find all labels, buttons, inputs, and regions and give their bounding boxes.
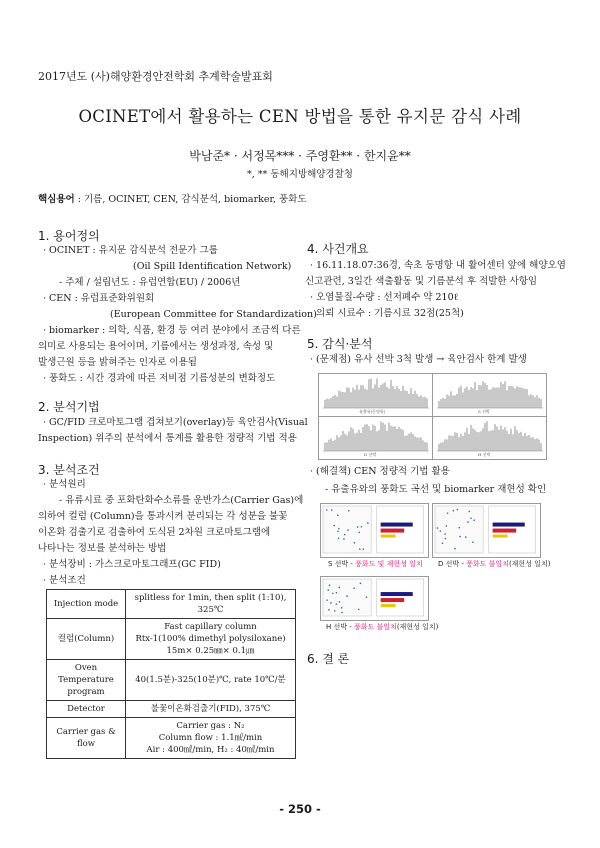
comparison-graphic: [321, 504, 428, 557]
table-cell: [47, 660, 126, 701]
section-1-heading: 1. 용어정의: [38, 229, 100, 243]
scatter-point: [470, 517, 472, 519]
scatter-frame: [435, 506, 483, 553]
s1-line: 발생근원 등을 밝혀주는 인자로 이용됨: [38, 357, 197, 368]
caption-prefix: D 선박 -: [438, 560, 467, 568]
bar-mark: [493, 529, 517, 533]
bar-mark: [381, 592, 413, 596]
s1-line: · OCINET : 유지문 감식분석 전문가 그룹: [43, 245, 218, 256]
bar-frame: [377, 579, 424, 616]
conference-header: 2017년도 (사)해양환경안전학회 추계학술발표회: [38, 70, 273, 83]
scatter-point: [361, 526, 363, 528]
chromatogram-trace: [437, 421, 543, 451]
scatter-point: [360, 583, 362, 585]
s3-line: · 분석장비 : 가스크로마토그래프(GC FID): [43, 559, 221, 570]
scatter-point: [469, 511, 471, 513]
table-cell: [126, 619, 296, 660]
chromatogram-label: S 선박: [478, 409, 490, 414]
scatter-point: [442, 542, 444, 544]
scatter-point: [332, 593, 334, 595]
scatter-point: [341, 612, 343, 614]
table-cell-line: program: [67, 687, 105, 697]
bar-mark: [381, 535, 396, 538]
s1-line: (European Committee for Standardization): [110, 309, 317, 320]
scatter-point: [359, 548, 361, 550]
comparison-panel-s: [320, 503, 429, 558]
chromatogram-label: 유출유(동명항): [359, 409, 386, 414]
table-cell: Detector: [47, 701, 126, 718]
scatter-point: [341, 607, 343, 609]
section-2-body: [38, 415, 308, 447]
table-row: [47, 619, 296, 660]
table-cell-line: 15m× 0.25㎜× 0.1㎛: [166, 646, 255, 656]
scatter-point: [326, 509, 328, 511]
caption-highlight: 풍화도 및 재현성 일치: [355, 560, 423, 568]
authors: 박남준* · 서정목*** · 주영환** · 한지윤**: [189, 149, 411, 163]
chromatogram-panel: [432, 373, 547, 417]
caption-d-vessel: [438, 559, 550, 569]
bar-mark: [381, 604, 396, 607]
scatter-point: [348, 510, 350, 512]
scatter-point: [437, 527, 439, 529]
s2-line: · GC/FID 크로마토그램 겹쳐보기(overlay)등 육안검사(Visual: [43, 417, 308, 428]
comparison-panel-d: [432, 503, 541, 558]
table-cell: Injection mode: [47, 590, 126, 619]
table-cell: splitless for 1min, then split (1:10), 325℃: [126, 590, 296, 619]
chromatogram-label: H 선박: [478, 452, 491, 457]
s1-line: · biomarker : 의학, 식품, 환경 등 여러 분야에서 조금씩 다른: [43, 325, 301, 336]
paper-title: OCINET에서 활용하는 CEN 방법을 통한 유지문 감식 사례: [78, 107, 522, 126]
scatter-point: [447, 512, 449, 514]
scatter-point: [336, 592, 338, 594]
chromatogram-panel: [318, 416, 433, 460]
comparison-graphic: [321, 577, 428, 620]
chromatogram-panel: [318, 373, 433, 417]
section-1-body: [38, 243, 317, 387]
s3-line: 이온화 검출기로 검출하여 도식된 2차원 크로마토그램에: [38, 527, 271, 538]
scatter-point: [329, 584, 331, 586]
table-cell-line: Rtx-1(100% dimethyl polysiloxane): [135, 634, 286, 644]
scatter-point: [457, 509, 459, 511]
s4-line: 신고관련, 3일간 색출활동 및 기름분석 후 적발한 사항임: [305, 276, 538, 287]
scatter-point: [357, 526, 359, 528]
scatter-point: [328, 609, 330, 611]
scatter-frame: [323, 579, 371, 616]
scatter-point: [334, 610, 336, 612]
affiliation: *, ** 동해지방해양경찰청: [247, 169, 353, 180]
caption-h-vessel: [326, 622, 438, 632]
comparison-graphic: [433, 504, 540, 557]
s4-line: · 의뢰 시료수 : 기름시료 32점(25척): [310, 308, 464, 319]
table-row: [47, 718, 296, 759]
scatter-point: [333, 525, 335, 527]
scatter-point: [337, 530, 339, 532]
scatter-frame: [323, 506, 371, 553]
table-cell-line: Fast capillary column: [164, 622, 257, 632]
s3-line: 나타나는 정보를 분석하는 방법: [38, 543, 167, 554]
bar-mark: [381, 529, 405, 533]
scatter-point: [330, 602, 332, 604]
scatter-point: [459, 536, 461, 538]
section-5-problem: · (문제점) 유사 선박 3척 발생 → 육안검사 한계 발생: [310, 354, 527, 365]
table-row: [47, 701, 296, 718]
section-3-heading: 3. 분석조건: [38, 463, 100, 477]
section-3-body: [38, 477, 305, 589]
scatter-point: [366, 596, 368, 598]
scatter-point: [472, 541, 474, 543]
bar-mark: [493, 535, 508, 538]
s1-line: (Oil Spill Identification Network): [133, 261, 292, 272]
scatter-point: [473, 519, 475, 521]
caption-suffix: (재현성 일치): [396, 623, 439, 631]
comparison-panel-h: [320, 576, 429, 621]
scatter-point: [362, 548, 364, 550]
analysis-conditions-table: [46, 589, 296, 759]
section-4-body: [305, 258, 566, 322]
caption-s-vessel: [328, 559, 423, 569]
table-cell-line: Column flow : 1.1㎖/min: [158, 733, 263, 743]
table-cell-line: Carrier gas : N₂: [176, 721, 245, 731]
s1-line: 의미로 사용되는 용어이며, 기름에서는 생성과정, 속성 및: [38, 341, 274, 352]
section-5-solution-sub: - 유출유와의 풍화도 곡선 및 biomarker 재현성 확인: [325, 484, 547, 495]
table-cell-line: Oven Temperature: [58, 663, 114, 685]
bar-mark: [381, 598, 405, 602]
s1-line: - 주체 / 설립년도 : 유럽연합(EU) / 2006년: [59, 277, 241, 288]
s3-line: 의하여 컬럼 (Column)을 통과시켜 분리되는 각 성분을 불꽃: [38, 511, 288, 522]
table-cell: 40(1.5분)-325(10분)℃, rate 10℃/분: [126, 660, 296, 701]
scatter-point: [338, 537, 340, 539]
table-cell: [126, 718, 296, 759]
caption-prefix: H 선박 -: [326, 623, 354, 631]
keywords-text: : 기름, OCINET, CEN, 감식분석, biomarker, 풍화도: [74, 194, 307, 205]
scatter-point: [347, 529, 349, 531]
scatter-point: [467, 521, 469, 523]
table-row: [47, 660, 296, 701]
scatter-point: [338, 528, 340, 530]
s3-line: · 분석원리: [43, 479, 86, 490]
scatter-point: [346, 595, 348, 597]
section-6-heading: 6. 결 론: [307, 652, 350, 666]
scatter-point: [440, 530, 442, 532]
scatter-point: [354, 542, 356, 544]
caption-prefix: S 선박 -: [328, 560, 356, 568]
scatter-point: [458, 527, 460, 529]
scatter-point: [358, 532, 360, 534]
scatter-point: [331, 509, 333, 511]
section-2-heading: 2. 분석기법: [38, 400, 100, 414]
scatter-point: [358, 609, 360, 611]
section-4-heading: 4. 사건개요: [307, 242, 369, 256]
scatter-point: [454, 548, 456, 550]
caption-suffix: (재현성 일치): [508, 560, 551, 568]
chromatogram-panel: [432, 416, 547, 460]
scatter-point: [344, 534, 346, 536]
scatter-point: [445, 538, 447, 540]
chromatogram-trace: [323, 421, 429, 451]
scatter-point: [465, 536, 467, 538]
table-row: [47, 590, 296, 619]
section-5-heading: 5. 감식·분석: [307, 337, 373, 351]
scatter-point: [343, 538, 345, 540]
keywords-label: 핵심용어: [38, 194, 75, 205]
s3-line: - 유류시료 중 포화탄화수소류를 운반가스(Carrier Gas)에: [59, 495, 304, 506]
scatter-point: [339, 601, 341, 603]
scatter-point: [444, 533, 446, 535]
chromatogram-label: D 선박: [364, 452, 377, 457]
chromatogram-trace: [437, 381, 543, 408]
page-number: - 250 -: [279, 802, 321, 816]
scatter-point: [353, 587, 355, 589]
table-cell: 불꽃이온화검출기(FID), 375℃: [126, 701, 296, 718]
s1-line: · CEN : 유럽표준화위원회: [43, 293, 155, 304]
scatter-point: [453, 510, 455, 512]
scatter-point: [326, 599, 328, 601]
section-5-solution: · (해결책) CEN 정량적 기법 활용: [310, 466, 450, 477]
table-cell-line: Air : 400㎖/min, H₂ : 40㎖/min: [146, 745, 275, 755]
bar-mark: [381, 523, 413, 527]
table-cell: 컬럼(Column): [47, 619, 126, 660]
table-cell: Carrier gas & flow: [47, 718, 126, 759]
scatter-point: [446, 525, 448, 527]
s4-line: · 오염물질-수량 : 선저폐수 약 210ℓ: [310, 292, 459, 303]
s1-line: · 풍화도 : 시간 경과에 따른 저비점 기름성분의 변화정도: [43, 373, 276, 384]
scatter-point: [339, 587, 341, 589]
scatter-point: [367, 522, 369, 524]
chromatogram-trace: [323, 379, 429, 408]
s2-line: Inspection) 위주의 분석에서 통계를 활용한 정량적 기법 적용: [38, 433, 297, 444]
scatter-point: [327, 589, 329, 591]
bar-mark: [493, 523, 525, 527]
scatter-point: [337, 514, 339, 516]
keywords: [38, 191, 307, 205]
caption-highlight: 풍화도 불일치: [354, 623, 397, 631]
scatter-point: [336, 603, 338, 605]
caption-highlight: 풍화도 불일치: [466, 560, 509, 568]
s4-line: · 16.11.18.07:36경, 속초 동명항 내 활어센터 앞에 해양오염: [310, 260, 566, 271]
s3-line: · 분석조건: [43, 575, 86, 586]
